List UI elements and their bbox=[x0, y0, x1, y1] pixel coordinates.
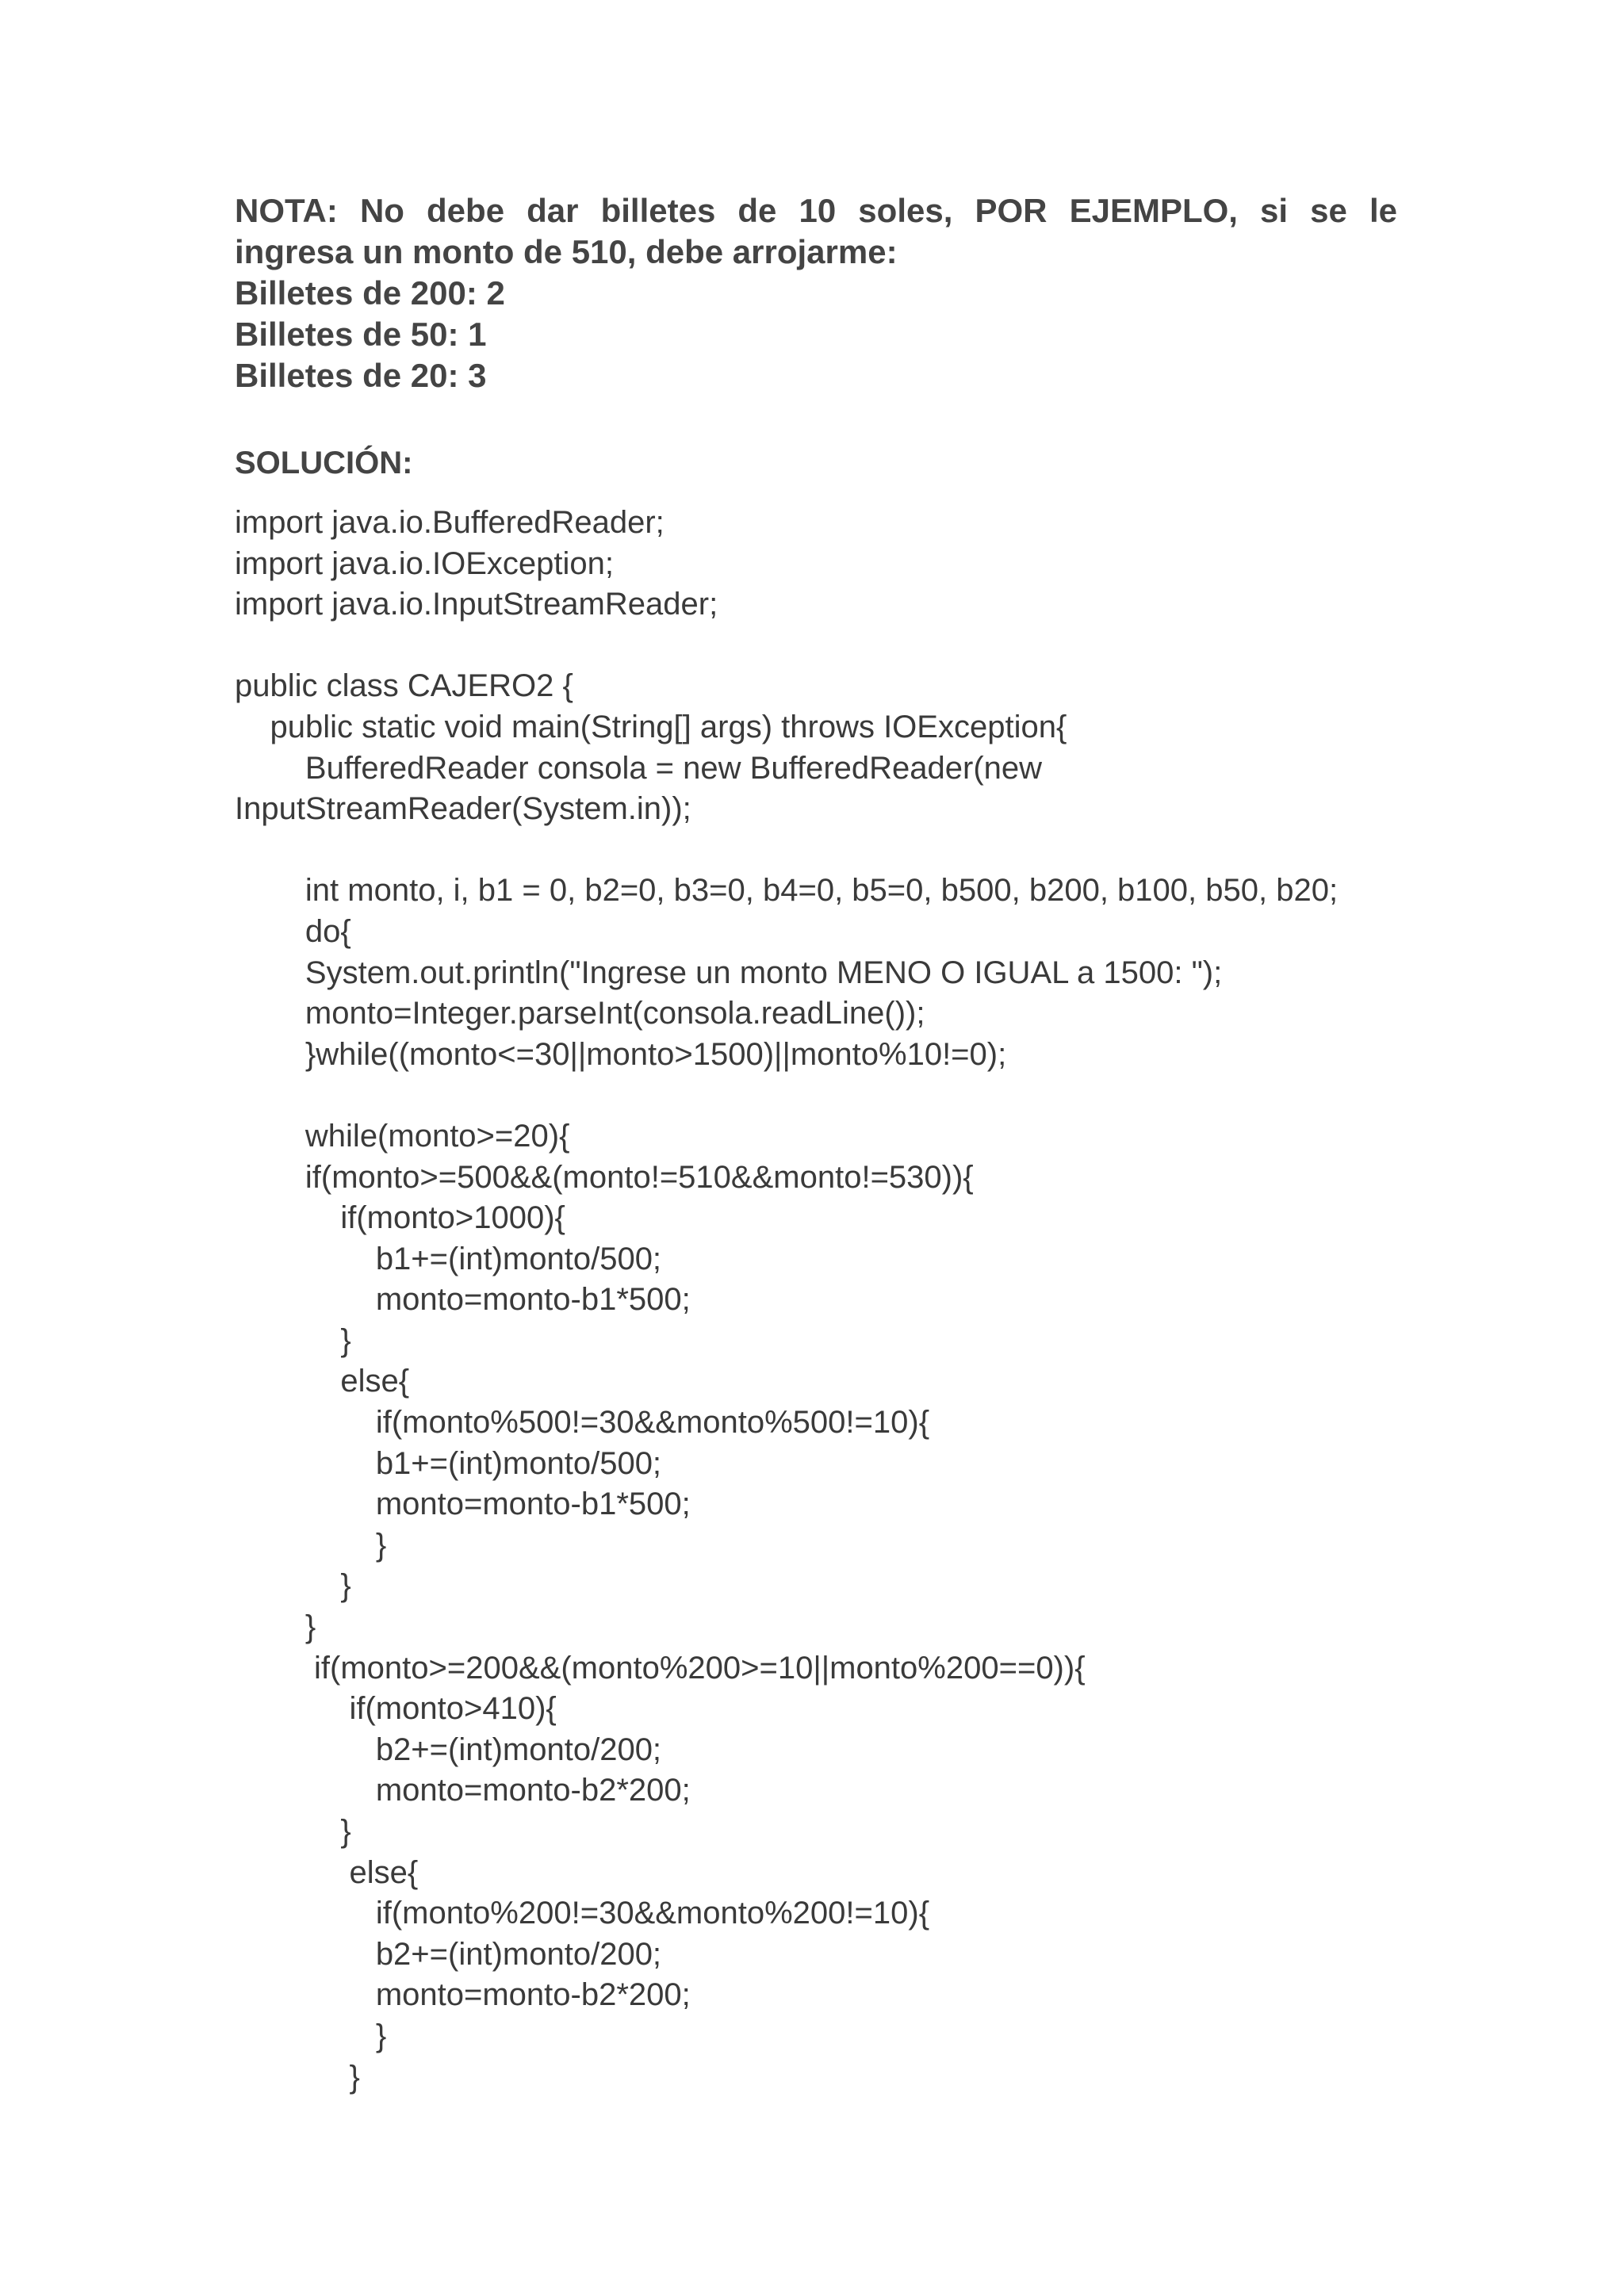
code-line: } bbox=[235, 1609, 316, 1645]
code-line: if(monto%200!=30&&monto%200!=10){ bbox=[235, 1896, 930, 1931]
code-line bbox=[235, 626, 1408, 667]
code-line: InputStreamReader(System.in)); bbox=[235, 791, 691, 827]
code-line: int monto, i, b1 = 0, b2=0, b3=0, b4=0, b5=0, b500, b200, b100, b50, b20; bbox=[235, 873, 1339, 909]
note-line-5: Billetes de 20: 3 bbox=[235, 357, 487, 394]
code-line: if(monto>1000){ bbox=[235, 1200, 565, 1236]
code-line: else{ bbox=[235, 1854, 419, 1890]
note-block bbox=[235, 190, 1397, 396]
note-line-2: ingresa un monto de 510, debe arrojarme: bbox=[235, 233, 898, 270]
code-line: if(monto>410){ bbox=[235, 1691, 557, 1727]
code-line: monto=monto-b1*500; bbox=[235, 1282, 691, 1318]
code-line: monto=monto-b2*200; bbox=[235, 1977, 691, 2013]
code-line: b2+=(int)monto/200; bbox=[235, 1936, 662, 1972]
code-line: } bbox=[235, 1568, 351, 1604]
code-line: } bbox=[235, 1814, 351, 1849]
code-line: monto=monto-b1*500; bbox=[235, 1487, 691, 1522]
code-line: import java.io.BufferedReader; bbox=[235, 505, 665, 540]
code-block bbox=[235, 503, 1408, 2098]
code-line: System.out.println("Ingrese un monto MENO O IGUAL a 1500: "); bbox=[235, 955, 1223, 990]
code-line: b1+=(int)monto/500; bbox=[235, 1445, 662, 1481]
code-line: b2+=(int)monto/200; bbox=[235, 1732, 662, 1767]
code-line: monto=monto-b2*200; bbox=[235, 1773, 691, 1808]
code-line: monto=Integer.parseInt(consola.readLine()); bbox=[235, 996, 925, 1031]
code-line: else{ bbox=[235, 1364, 410, 1399]
solution-heading: SOLUCIÓN: bbox=[235, 446, 413, 480]
code-line bbox=[235, 1075, 1408, 1116]
code-line: if(monto%500!=30&&monto%500!=10){ bbox=[235, 1405, 930, 1441]
code-line: while(monto>=20){ bbox=[235, 1118, 570, 1154]
code-line: public class CAJERO2 { bbox=[235, 668, 573, 704]
code-line: import java.io.IOException; bbox=[235, 545, 614, 581]
code-line: import java.io.InputStreamReader; bbox=[235, 587, 718, 622]
code-line: b1+=(int)monto/500; bbox=[235, 1241, 662, 1276]
code-line: } bbox=[235, 1527, 387, 1563]
code-line: BufferedReader consola = new BufferedReader(new bbox=[235, 750, 1043, 786]
code-line: } bbox=[235, 2059, 360, 2095]
note-line-4: Billetes de 50: 1 bbox=[235, 316, 487, 353]
code-line: if(monto>=500&&(monto!=510&&monto!=530)){ bbox=[235, 1159, 974, 1195]
code-line: do{ bbox=[235, 913, 351, 949]
code-line bbox=[235, 830, 1408, 871]
note-line-1: NOTA: No debe dar billetes de 10 soles, POR EJEMPLO, si se le bbox=[235, 192, 1397, 229]
code-line: } bbox=[235, 1322, 351, 1358]
code-line: public static void main(String[] args) throws IOException{ bbox=[235, 709, 1067, 744]
note-line-3: Billetes de 200: 2 bbox=[235, 274, 505, 312]
code-line: }while((monto<=30||monto>1500)||monto%10!=0); bbox=[235, 1036, 1007, 1072]
code-line: if(monto>=200&&(monto%200>=10||monto%200==0)){ bbox=[235, 1650, 1086, 1686]
code-line: } bbox=[235, 2018, 387, 2053]
